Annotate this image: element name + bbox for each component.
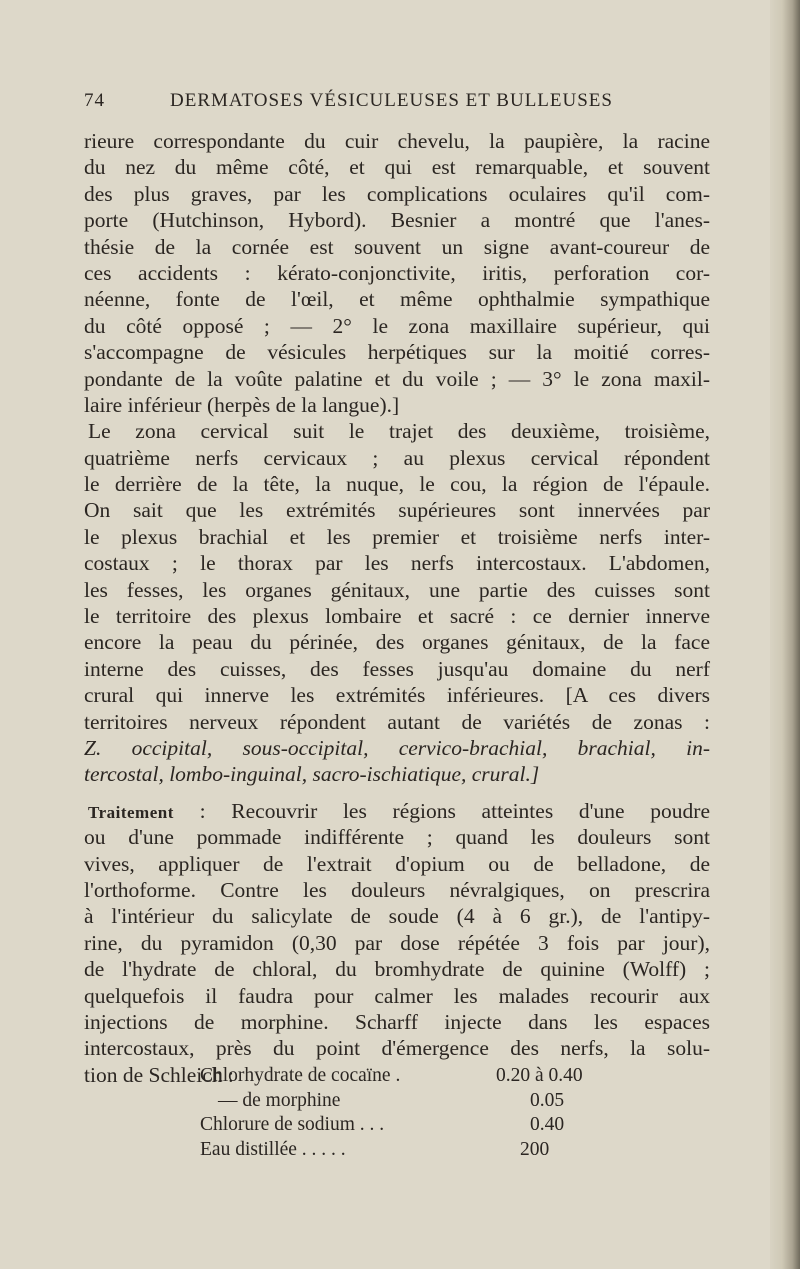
text-line: tercostal, lombo-inguinal, sacro-ischiatique, crural.] bbox=[84, 762, 540, 787]
recipe-dose: 0.40 bbox=[530, 1114, 565, 1135]
text-line: le derrière de la tête, la nuque, le cou, la région de l'épaule. bbox=[84, 472, 710, 497]
text-line: quatrième nerfs cervicaux ; au plexus cervical répondent bbox=[84, 445, 710, 470]
text-line: pondante de la voûte palatine et du voile ; — 3° le zona maxil- bbox=[84, 366, 710, 391]
text-line: injections de morphine. Scharff injecte dans les espaces bbox=[84, 1009, 710, 1034]
text-line: du nez du même côté, et qui est remarquable, et souvent bbox=[84, 155, 710, 180]
text-line: tion de Schleich : bbox=[84, 1062, 234, 1087]
text-line: thésie de la cornée est souvent un signe avant-coureur de bbox=[84, 234, 710, 259]
running-title: DERMATOSES VÉSICULEUSES ET BULLEUSES bbox=[170, 90, 613, 111]
recipe-ingredient: Chlorure de sodium . . . bbox=[200, 1114, 385, 1135]
body-text bbox=[84, 128, 710, 1088]
text-line: On sait que les extrémités supérieures sont innervées par bbox=[84, 498, 710, 523]
text-line: l'orthoforme. Contre les douleurs névralgiques, on prescrira bbox=[84, 877, 710, 902]
text-line: intercostaux, près du point d'émergence des nerfs, la solu- bbox=[84, 1036, 710, 1061]
recipe-dose: 0.05 bbox=[530, 1089, 565, 1111]
text-line: territoires nerveux répondent autant de variétés de zonas : bbox=[84, 709, 710, 734]
recipe-row bbox=[200, 1089, 620, 1114]
recipe-ingredient: Eau distillée . . . . . bbox=[200, 1138, 346, 1160]
text-line: rine, du pyramidon (0,30 par dose répétée 3 fois par jour), bbox=[84, 930, 710, 955]
text-line: rieure correspondante du cuir chevelu, la paupière, la racine bbox=[84, 129, 710, 153]
text-line: à l'intérieur du salicylate de soude (4 à 6 gr.), de l'antipy- bbox=[84, 904, 710, 929]
page-number: 74 bbox=[84, 90, 105, 111]
text-line: le territoire des plexus lombaire et sacré : ce dernier innerve bbox=[84, 604, 710, 629]
text-line: le plexus brachial et les premier et troisième nerfs inter- bbox=[84, 524, 710, 549]
recipe-ingredient: Chlorhydrate de cocaïne . bbox=[200, 1065, 401, 1086]
treatment-heading: Traitement bbox=[88, 802, 174, 822]
text-line-rest: : Recouvrir les régions atteintes d'une poudre bbox=[173, 798, 710, 823]
recipe-row bbox=[200, 1113, 620, 1138]
recipe-ingredient: — de morphine bbox=[218, 1089, 341, 1111]
text-line: s'accompagne de vésicules herpétiques sur la moitié corres- bbox=[84, 340, 710, 365]
text-line bbox=[84, 798, 710, 824]
text-line: Le zona cervical suit le trajet des deuxième, troisième, bbox=[88, 419, 710, 444]
recipe-row bbox=[200, 1138, 620, 1163]
page-edge-shadow bbox=[770, 0, 800, 1269]
recipe-dose: 0.20 à 0.40 bbox=[496, 1065, 583, 1086]
text-line: porte (Hutchinson, Hybord). Besnier a montré que l'anes- bbox=[84, 208, 710, 233]
text-line: de l'hydrate de chloral, du bromhydrate de quinine (Wolff) ; bbox=[84, 957, 710, 982]
text-line: crural qui innerve les extrémités inférieures. [A ces divers bbox=[84, 683, 710, 708]
text-line: encore la peau du périnée, des organes génitaux, de la face bbox=[84, 630, 710, 655]
text-line: laire inférieur (herpès de la langue).] bbox=[84, 392, 400, 417]
text-line: néenne, fonte de l'œil, et même ophthalmie sympathique bbox=[84, 287, 710, 312]
text-line: interne des cuisses, des fesses jusqu'au domaine du nerf bbox=[84, 656, 710, 681]
text-line: les fesses, les organes génitaux, une partie des cuisses sont bbox=[84, 577, 710, 602]
text-line: costaux ; le thorax par les nerfs intercostaux. L'abdomen, bbox=[84, 551, 710, 576]
recipe-dose: 200 bbox=[520, 1138, 550, 1160]
text-line: Z. occipital, sous-occipital, cervico-brachial, brachial, in- bbox=[84, 735, 710, 760]
text-line: ces accidents : kérato-conjonctivite, iritis, perforation cor- bbox=[84, 260, 710, 285]
recipe-row bbox=[200, 1064, 620, 1089]
text-line: vives, appliquer de l'extrait d'opium ou de belladone, de bbox=[84, 851, 710, 876]
recipe-table bbox=[200, 1064, 620, 1162]
text-line: du côté opposé ; — 2° le zona maxillaire supérieur, qui bbox=[84, 313, 710, 338]
text-line: des plus graves, par les complications oculaires qu'il com- bbox=[84, 181, 710, 206]
text-line: quelquefois il faudra pour calmer les malades recourir aux bbox=[84, 983, 710, 1008]
text-line: ou d'une pommade indifférente ; quand les douleurs sont bbox=[84, 825, 710, 850]
